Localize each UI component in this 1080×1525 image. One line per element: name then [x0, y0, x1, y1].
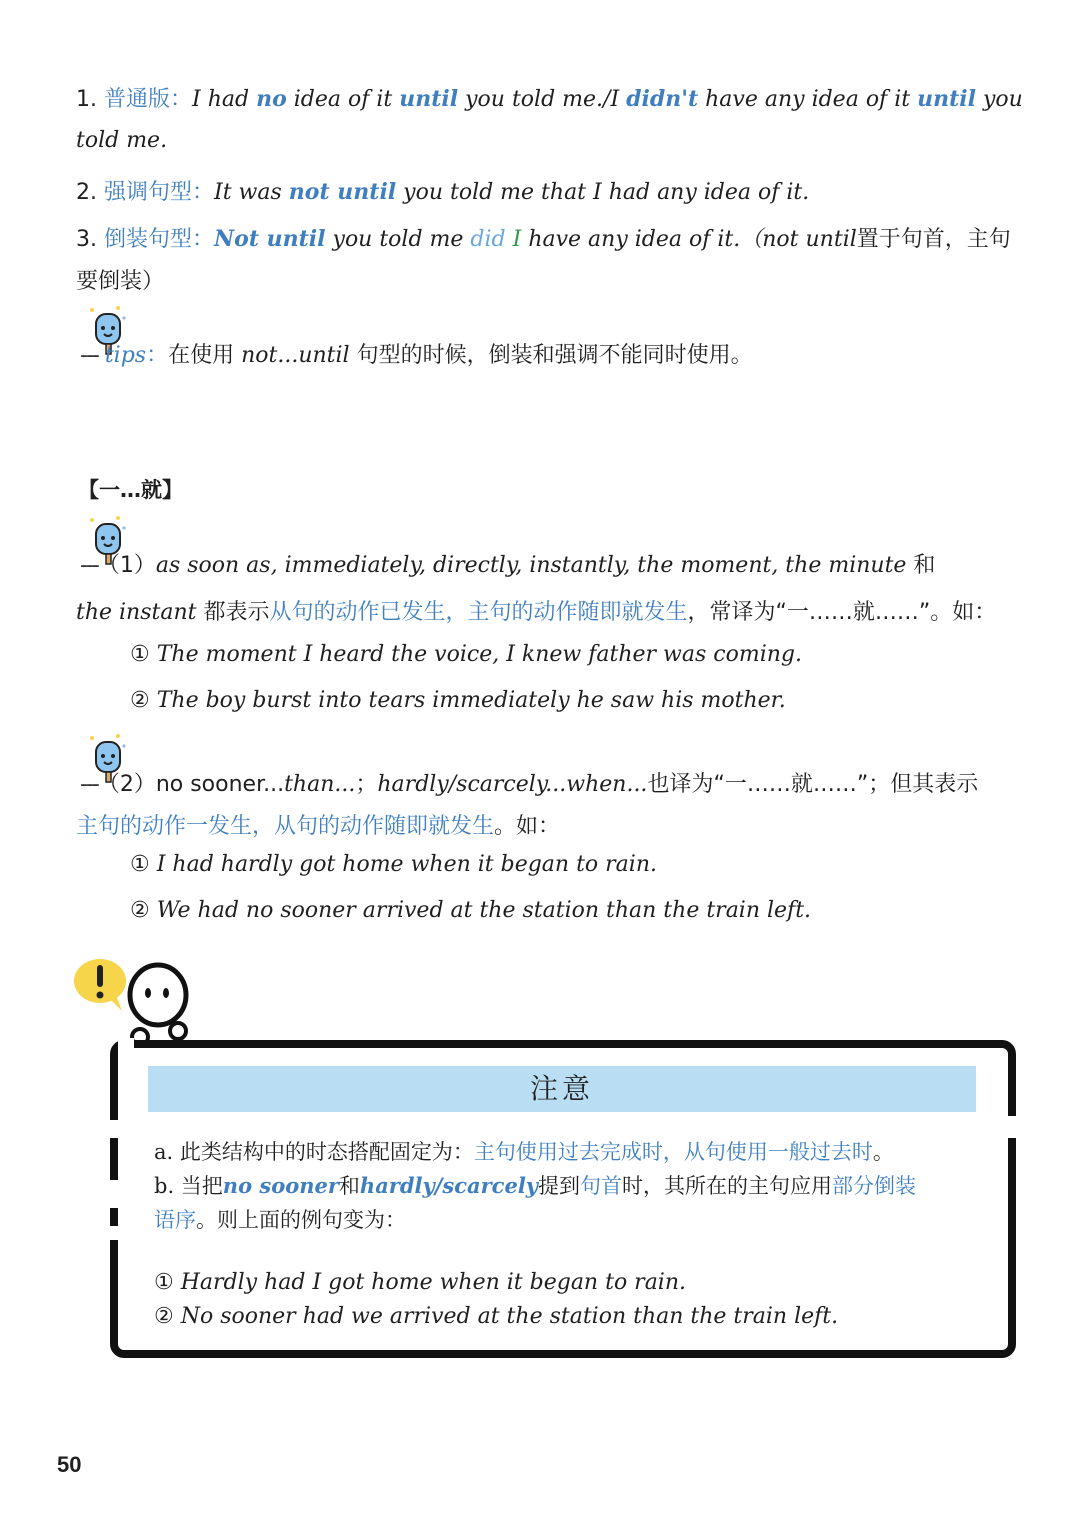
note-title: 注意 — [148, 1066, 976, 1112]
item-3-number: 3. — [76, 227, 97, 252]
para-1-number: （1） — [97, 553, 156, 578]
item-1-text: you — [975, 87, 1023, 112]
para-1-text: as soon as, immediately, directly, instantly, the moment, the minute — [155, 553, 907, 578]
item-2-number: 2. — [76, 180, 97, 205]
item-3-keyword: did — [470, 227, 506, 252]
note-b-keyword: hardly/scarcely — [359, 1173, 539, 1198]
para-2-text: hardly/scarcely...when... — [377, 772, 648, 797]
tip-text: 句型的时候，倒装和强调不能同时使用。 — [349, 343, 753, 368]
note-line-a — [154, 1136, 894, 1166]
item-3-keyword: Not until — [214, 226, 326, 252]
note-line-b-2 — [154, 1204, 406, 1234]
item-3-text: not until — [762, 227, 857, 252]
item-1-line — [76, 82, 1023, 113]
note-line-b — [154, 1170, 916, 1200]
item-3-text: you told me — [325, 227, 471, 252]
tip-dash: --- — [80, 343, 98, 368]
example-text: The moment I heard the voice, I knew father was coming. — [149, 642, 802, 667]
para-2-line-2 — [76, 809, 1016, 840]
example-text: I had hardly got home when it began to rain. — [149, 852, 657, 877]
note-b-text: 当把 — [180, 1174, 223, 1198]
note-a-highlight: 主句使用过去完成时，从句使用一般过去时 — [473, 1140, 873, 1164]
note-b-text: 时，其所在的主句应用 — [622, 1174, 833, 1198]
item-3-text — [506, 227, 513, 252]
para-1-dash: --- — [80, 553, 98, 578]
item-1-text: you told me./I — [458, 87, 627, 112]
tip-word: tips — [104, 343, 147, 368]
tip-text: 在使用 — [168, 343, 242, 368]
example-marker: ① — [130, 642, 150, 667]
para-2-example-1 — [130, 852, 657, 877]
item-2-colon: ： — [192, 180, 215, 205]
example-text: Hardly had I got home when it began to rain. — [173, 1270, 687, 1295]
para-1-highlight: 从句的动作已发生，主句的动作随即就发生 — [269, 600, 688, 625]
example-marker: ① — [154, 1270, 174, 1295]
example-text: The boy burst into tears immediately he saw his mother. — [149, 688, 786, 713]
note-example-1 — [154, 1270, 686, 1295]
tip-text: not...until — [241, 343, 350, 368]
item-2-text: It was — [214, 180, 289, 205]
section-title: 【一…就】 — [78, 478, 183, 502]
item-1-text: have any idea of it — [698, 87, 918, 112]
para-2-example-2 — [130, 898, 811, 923]
example-marker: ② — [154, 1304, 174, 1329]
example-marker: ② — [130, 688, 150, 713]
item-1-number: 1. — [76, 87, 97, 112]
item-1-keyword: until — [399, 86, 459, 112]
item-2-line — [76, 175, 1016, 206]
para-2-dash: --- — [80, 772, 98, 797]
note-box-gap — [1002, 1116, 1018, 1138]
item-2-text: you told me that I had any idea of it. — [396, 180, 810, 205]
note-b-text: 。则上面的例句变为： — [196, 1208, 406, 1232]
item-3-continuation: 要倒装） — [76, 269, 165, 294]
item-1-keyword: didn't — [626, 86, 699, 112]
para-2-text: than... — [284, 772, 356, 797]
note-b-text: 和 — [338, 1174, 360, 1198]
item-1-colon: ： — [170, 87, 193, 112]
item-1-keyword: until — [917, 86, 976, 112]
note-b-prefix: b. — [154, 1174, 181, 1198]
para-2-text: 。如： — [494, 814, 561, 839]
para-1-example-2 — [130, 688, 786, 713]
item-1-text: idea of it — [286, 87, 400, 112]
item-3-label: 倒装句型 — [104, 227, 193, 252]
tip-colon: ： — [146, 343, 169, 368]
para-1-line — [80, 548, 1016, 579]
para-1-example-1 — [130, 642, 802, 667]
note-box-gap — [118, 1038, 134, 1084]
item-1-keyword: no — [256, 86, 287, 112]
para-1-text: ，常译为“一……就……”。如： — [687, 600, 997, 625]
note-box-gap — [108, 1226, 124, 1240]
note-a-text: 此类结构中的时态搭配固定为： — [179, 1140, 474, 1164]
item-3-colon: ： — [192, 227, 215, 252]
note-b-keyword: 部分倒装 — [832, 1174, 917, 1198]
example-marker: ② — [130, 898, 150, 923]
para-2-number: （2） — [97, 772, 156, 797]
item-3-text: 置于句首，主句 — [856, 227, 1011, 252]
note-b-keyword: 语序 — [154, 1208, 196, 1232]
example-marker: ① — [130, 852, 150, 877]
para-2-line — [80, 767, 1016, 798]
note-b-keyword: no sooner — [222, 1173, 339, 1198]
item-3-keyword: I — [512, 227, 522, 252]
note-a-prefix: a. — [154, 1140, 180, 1164]
page-number: 50 — [57, 1452, 82, 1477]
note-b-keyword: 句首 — [580, 1174, 623, 1198]
note-b-text: 提到 — [538, 1174, 581, 1198]
para-2-text: ； — [355, 772, 378, 797]
item-3-line — [76, 222, 1016, 253]
note-example-2 — [154, 1304, 838, 1329]
item-1-continuation: told me. — [76, 128, 168, 153]
para-2-text: 也译为“一……就……”；但其表示 — [647, 772, 979, 797]
item-2-keyword: not until — [288, 179, 397, 205]
note-a-end: 。 — [872, 1140, 894, 1164]
para-2-text: no sooner... — [155, 772, 285, 797]
para-1-text: 和 — [906, 553, 936, 578]
note-box-gap — [108, 1120, 124, 1138]
para-1-text: 都表示 — [196, 600, 270, 625]
note-box-gap — [108, 1180, 124, 1208]
tip-line — [80, 338, 1016, 369]
para-1-text: the instant — [76, 600, 197, 625]
para-1-line-2 — [76, 595, 1016, 626]
item-3-text: have any idea of it.（ — [521, 227, 763, 252]
example-text: No sooner had we arrived at the station than the train left. — [173, 1304, 839, 1329]
item-2-label: 强调句型 — [104, 180, 193, 205]
example-text: We had no sooner arrived at the station than the train left. — [149, 898, 812, 923]
item-1-label: 普通版 — [104, 87, 171, 112]
note-box — [110, 1040, 1016, 1358]
para-2-highlight: 主句的动作一发生，从句的动作随即就发生 — [76, 814, 495, 839]
item-1-text: I had — [192, 87, 257, 112]
